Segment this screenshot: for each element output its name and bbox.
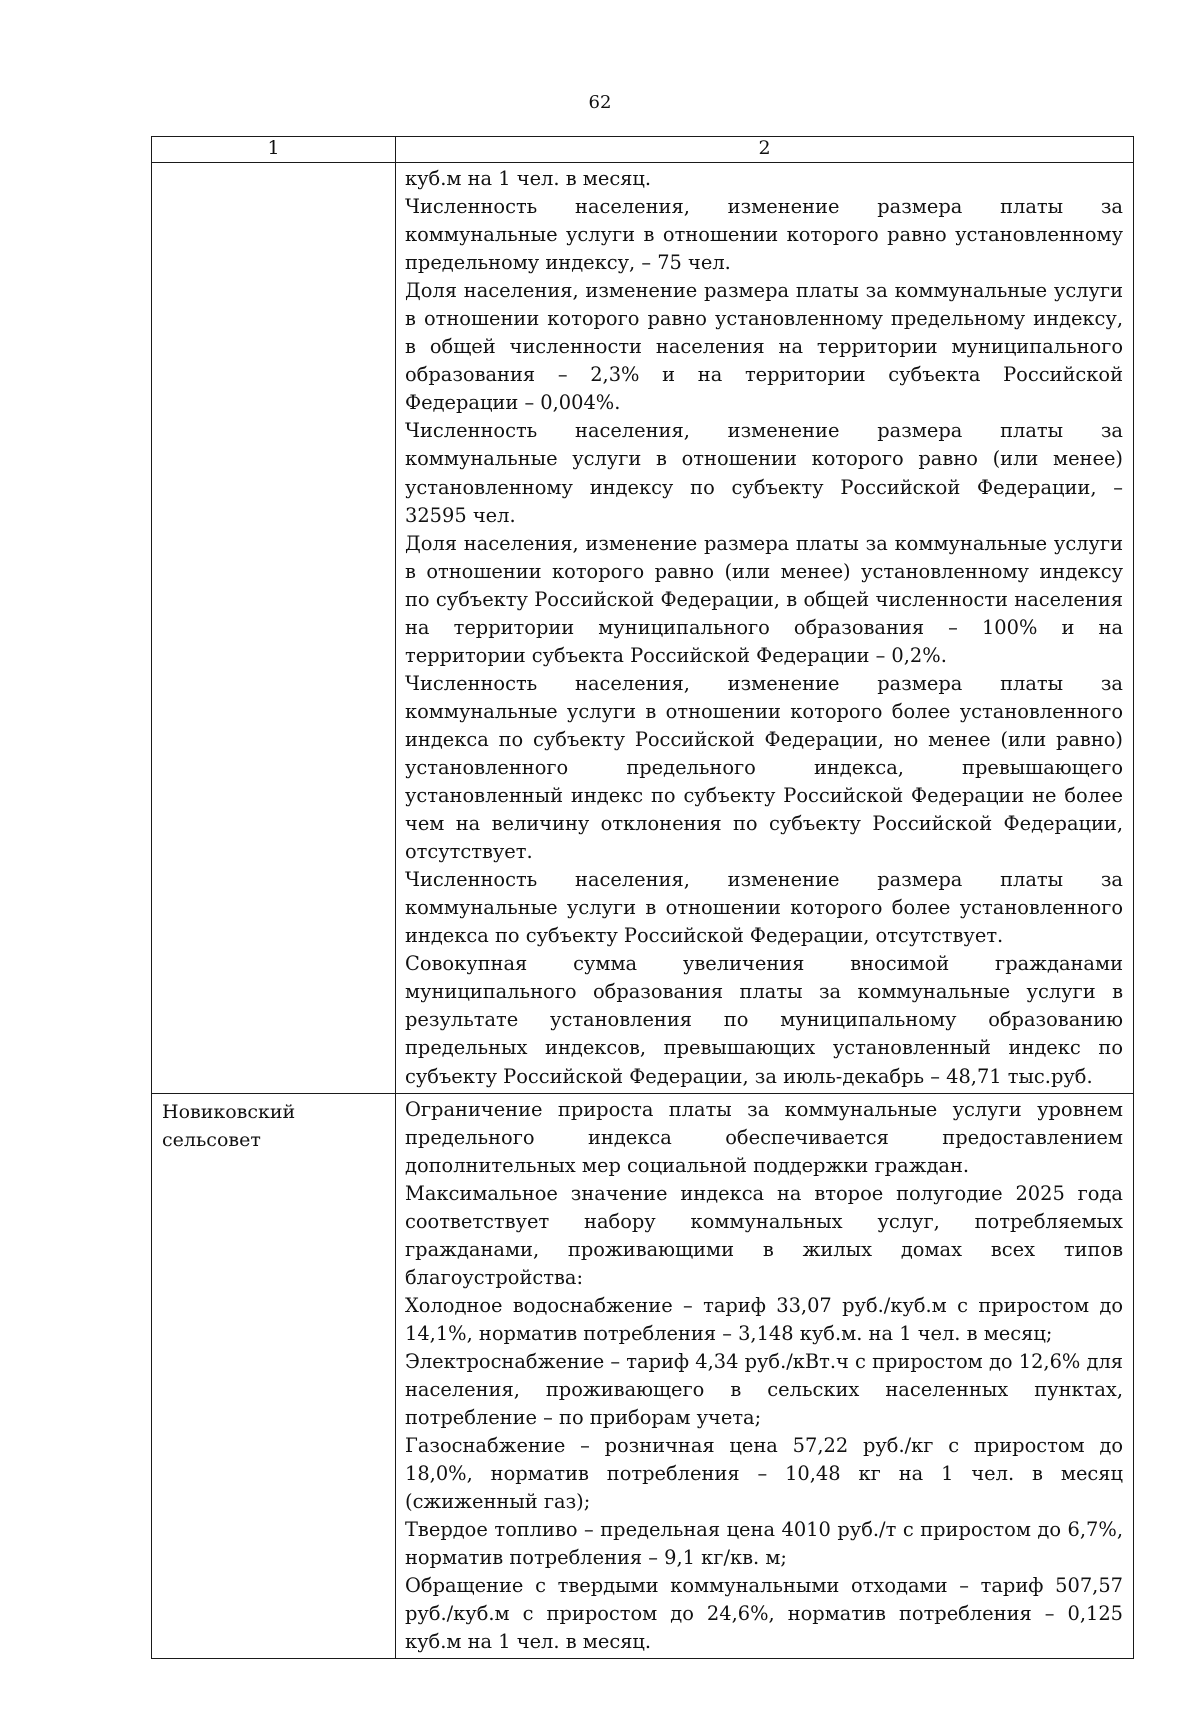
- table-row: [152, 163, 1134, 1094]
- paragraph: Ограничение прироста платы за коммунальные услуги уровнем предельного индекса обеспечивается предоставлением дополнительных мер социальной поддержки граждан.: [405, 1097, 1123, 1177]
- table-row: [152, 1093, 1134, 1659]
- paragraph: Электроснабжение – тариф 4,34 руб./кВт.ч с приростом до 12,6% для населения, проживающего в сельских населенных пунктах, потребление – по приборам учета;: [405, 1349, 1123, 1430]
- page-number: 62: [588, 92, 612, 113]
- description-cell: [396, 1093, 1134, 1659]
- paragraph: Холодное водоснабжение – тариф 33,07 руб./куб.м с приростом до 14,1%, норматив потребления – 3,148 куб.м. на 1 чел. в месяц;: [405, 1293, 1123, 1345]
- paragraph: Доля населения, изменение размера платы за коммунальные услуги в отношении которого равно (или менее) установленному индексу по субъекту Российской Федерации, в общей численности населения на территории муниципального образования – 100% и на территории субъекта Российской Федерации – 0,2%.: [405, 531, 1123, 667]
- description-cell: [396, 163, 1134, 1094]
- paragraph: Газоснабжение – розничная цена 57,22 руб./кг с приростом до 18,0%, норматив потребления – 10,48 кг на 1 чел. в месяц (сжиженный газ);: [405, 1434, 1123, 1514]
- paragraph: Численность населения, изменение размера платы за коммунальные услуги в отношении которого равно (или менее) установленному индексу по субъекту Российской Федерации, – 32595 чел.: [405, 419, 1123, 527]
- paragraph: Численность населения, изменение размера платы за коммунальные услуги в отношении которого более установленного индекса по субъекту Российской Федерации, отсутствует.: [405, 868, 1123, 948]
- paragraph: Совокупная сумма увеличения вносимой гражданами муниципального образования платы за коммунальные услуги в результате установления по муниципальному образованию предельных индексов, превышающих установленный индекс по субъекту Российской Федерации, за июль-декабрь – 48,71 тыс.руб.: [405, 952, 1123, 1088]
- paragraph: Численность населения, изменение размера платы за коммунальные услуги в отношении которого равно установленному предельному индексу, – 75 чел.: [405, 195, 1123, 275]
- paragraph: куб.м на 1 чел. в месяц.: [405, 167, 652, 190]
- paragraph: Максимальное значение индекса на второе полугодие 2025 года соответствует набору коммунальных услуг, потребляемых гражданами, проживающими в жилых домах всех типов благоустройства:: [405, 1181, 1123, 1289]
- paragraph: Численность населения, изменение размера платы за коммунальные услуги в отношении которого более установленного индекса по субъекту Российской Федерации, но менее (или равно) установленного предельного индекса, превышающего установленный индекс по субъекту Российской Федерации не более чем на величину отклонения по субъекту Российской Федерации, отсутствует.: [405, 671, 1123, 864]
- paragraph: Твердое топливо – предельная цена 4010 руб./т с приростом до 6,7%, норматив потребления – 9,1 кг/кв. м;: [405, 1518, 1123, 1570]
- municipality-name-cell: Новиковский сельсовет: [152, 1093, 396, 1659]
- paragraph: Обращение с твердыми коммунальными отходами – тариф 507,57 руб./куб.м с приростом до 24,6%, норматив потребления – 0,125 куб.м на 1 чел. в месяц.: [405, 1574, 1123, 1654]
- column-header-1: 1: [152, 137, 396, 163]
- municipality-name-cell: [152, 163, 396, 1094]
- table-header-row: [152, 137, 1134, 163]
- column-header-2: 2: [396, 137, 1134, 163]
- data-table: [151, 136, 1134, 1659]
- paragraph: Доля населения, изменение размера платы за коммунальные услуги в отношении которого равно установленному предельному индексу, в общей численности населения на территории муниципального образования – 2,3% и на территории субъекта Российской Федерации – 0,004%.: [405, 279, 1123, 415]
